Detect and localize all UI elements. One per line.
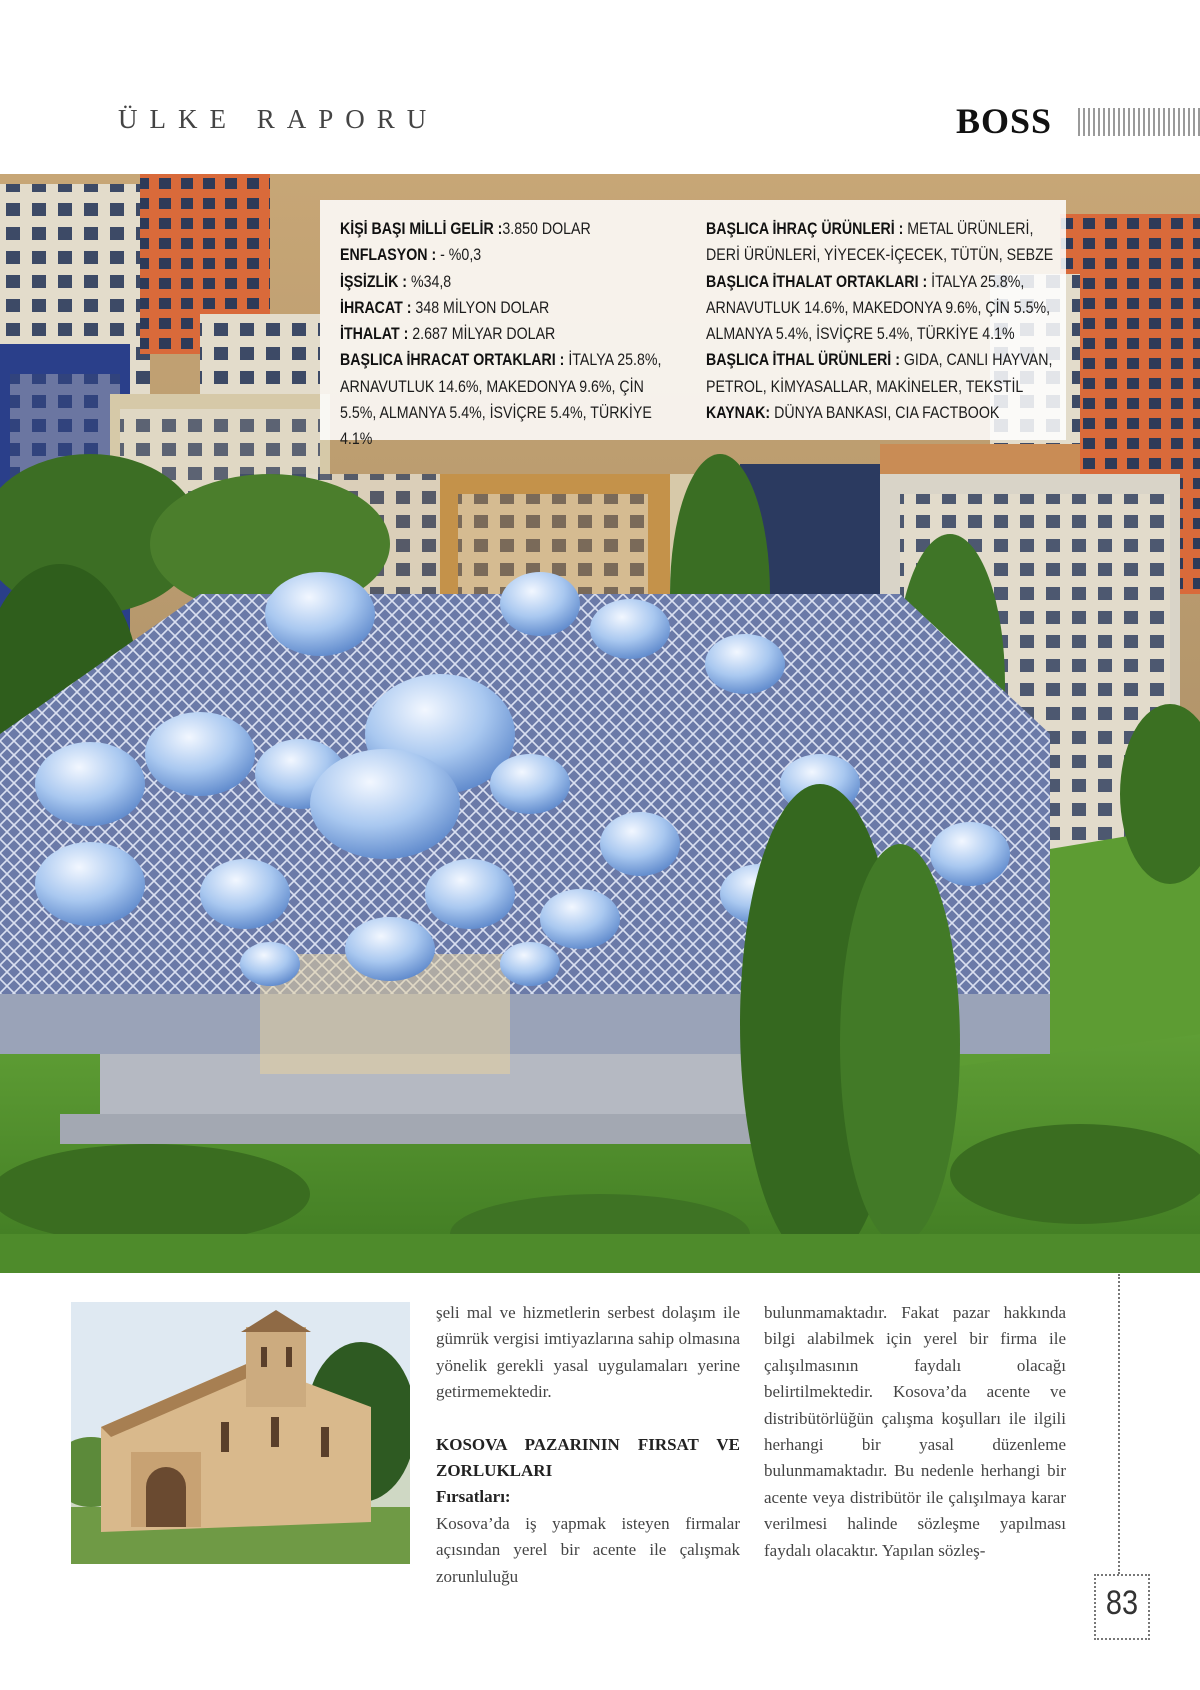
page-number: 83	[1105, 1584, 1139, 1622]
facts-left-column	[340, 216, 684, 453]
article-paragraph: Kosova’da iş yapmak isteyen firmalar açısından yerel bir acente ile çalışmak zorunluluğu	[436, 1513, 740, 1586]
fact-source: KAYNAK: DÜNYA BANKASI, CIA FACTBOOK	[706, 404, 1000, 423]
fact-imports: İTHALAT : 2.687 MİLYAR DOLAR	[340, 325, 556, 344]
fact-unemployment: İŞSİZLİK : %34,8	[340, 272, 452, 291]
inset-photo-monastery	[71, 1302, 410, 1564]
brand-decoration	[1078, 108, 1200, 136]
fact-gdp-per-capita: KİŞİ BAŞI MİLLİ GELİR :3.850 DOLAR	[340, 220, 591, 238]
section-subheading: Fırsatları:	[436, 1487, 511, 1507]
article-column-1	[436, 1300, 740, 1590]
brand-logo: BOSS	[956, 101, 1053, 141]
fact-import-products: BAŞLICA İTHAL ÜRÜNLERİ : GIDA, CANLI HAYVAN, PETROL, KİMYASALLAR, MAKİNELER, TEKSTİL	[706, 351, 1053, 396]
fact-exports: İHRACAT : 348 MİLYON DOLAR	[340, 298, 550, 317]
section-heading: KOSOVA PAZARININ FIRSAT VE ZORLUKLARI	[436, 1434, 740, 1481]
fact-import-partners: BAŞLICA İTHALAT ORTAKLARI : İTALYA 25.8%, ARNAVUTLUK 14.6%, MAKEDONYA 9.6%, ÇİN 5.5%, ALMANYA 5.4%, İSVİÇRE 5.4%, TÜRKİYE 4.1%	[706, 272, 1051, 344]
facts-right-column	[706, 216, 1059, 426]
article-column-2	[764, 1300, 1066, 1564]
page-decoration-line	[1118, 1274, 1120, 1574]
fact-export-partners: BAŞLICA İHRACAT ORTAKLARI : İTALYA 25.8%, ARNAVUTLUK 14.6%, MAKEDONYA 9.6%, ÇİN 5.5%, ALMANYA 5.4%, İSVİÇRE 5.4%, TÜRKİYE 4.1%	[340, 351, 662, 449]
article-paragraph: şeli mal ve hizmetlerin serbest dolaşım ile gümrük vergisi imtiyazlarına sahip olmasına yönelik gerekli yasal uygulamaları yerine getirmemektedir.	[436, 1303, 740, 1402]
article-paragraph: bulunmamaktadır. Fakat pazar hakkında bilgi alabilmek için yerel bir firma ile çalışılmasının faydalı olacağı belirtilmektedir. Kosova’da acente ve distribütörlüğün çalışma koşulları ile ilgili herhangi bir yasal düzenleme bulunmamaktadır. Bu nedenle herhangi bir acente veya distribütör ile çalışılmaya karar verilmesi halinde sözleşme yapılması faydalı olacaktır. Yapılan sözleş-	[764, 1303, 1066, 1560]
country-facts-box	[320, 200, 1066, 449]
fact-export-products: BAŞLICA İHRAÇ ÜRÜNLERİ : METAL ÜRÜNLERİ, DERİ ÜRÜNLERİ, YİYECEK-İÇECEK, TÜTÜN, SEBZE	[706, 220, 1054, 265]
section-title: ÜLKE RAPORU	[118, 104, 439, 134]
fact-inflation: ENFLASYON : - %0,3	[340, 246, 482, 265]
